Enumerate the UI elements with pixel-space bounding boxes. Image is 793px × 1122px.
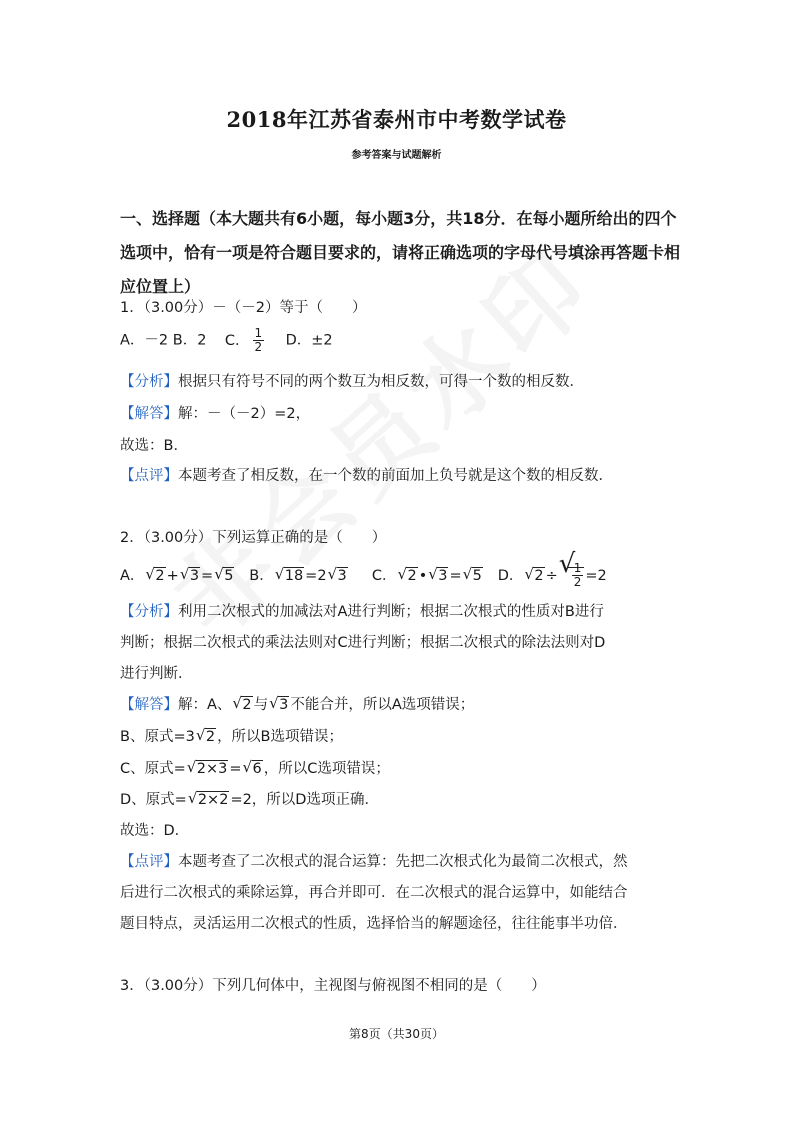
q2-comment-2: 后进行二次根式的乘除运算，再合并即可．在二次根式的混合运算中，如能结合	[120, 885, 628, 901]
q2-solution-d: D、原式= √ 2×2 =2，所以D选项正确．	[120, 789, 379, 808]
q1-option-b: B．2	[172, 332, 207, 349]
q2-comment-3: 题目特点，灵活运用二次根式的性质，选择恰当的解题途径，往往能事半功倍．	[120, 916, 628, 932]
q2-option-a: A． √ 2 + √ 3 = √ 5	[120, 564, 234, 584]
q2-stem: 2．（3.00分）下列运算正确的是（ ）	[120, 530, 387, 546]
q2-comment-1: 【点评】本题考查了二次根式的混合运算：先把二次根式化为最简二次根式，然	[120, 854, 628, 870]
q1-analysis: 【分析】根据只有符号不同的两个数互为相反数，可得一个数的相反数．	[120, 374, 584, 390]
q1-stem: 1．（3.00分）－（－2）等于（ ）	[120, 300, 367, 316]
solution-tag: 【解答】	[120, 406, 178, 422]
q2-options	[120, 549, 607, 589]
q1-option-a: A．－2	[120, 332, 169, 349]
q2-analysis-2: 判断；根据二次根式的乘法法则对C进行判断；根据二次根式的除法法则对D	[120, 635, 606, 651]
q1-solution: 【解答】解：－（－2）=2，	[120, 406, 311, 422]
q3-stem: 3．（3.00分）下列几何体中，主视图与俯视图不相同的是（ ）	[120, 978, 546, 994]
q2-solution-b: B、原式=3 √ 2 ，所以B选项错误；	[120, 726, 344, 745]
page-title: 2018年江苏省泰州市中考数学试卷	[226, 107, 567, 132]
q2-solution-a: 【解答】解：A、 √ 2 与 √ 3 不能合并，所以A选项错误；	[120, 694, 475, 713]
section-header: 一、选择题（本大题共有6小题，每小题3分，共18分．在每小题所给出的四个选项中，恰有一项是符合题目要求的，请将正确选项的字母代号填涂再答题卡相应位置上）	[120, 209, 681, 296]
page-footer: 第8页（共30页）	[349, 1027, 444, 1041]
q2-choice: 故选：D．	[120, 823, 190, 839]
q1-options	[120, 327, 333, 354]
q2-solution-c: C、原式= √ 2×3 = √ 6 ，所以C选项错误；	[120, 758, 390, 777]
q2-option-d: D． √ 2 ÷ √ $\frac{1}{2}$ =2	[497, 549, 607, 589]
q1-choice: 故选：B．	[120, 438, 188, 454]
analysis-tag: 【分析】	[120, 374, 178, 390]
q2-analysis-1: 【分析】利用二次根式的加减法对A进行判断；根据二次根式的性质对B进行	[120, 604, 604, 620]
q1-option-c-fraction: $\frac{1}{2}$	[254, 326, 263, 354]
q2-analysis-3: 进行判断．	[120, 666, 193, 682]
page-subtitle: 参考答案与试题解析	[351, 150, 442, 161]
q2-option-c: C． √ 2 • √ 3 = √ 5	[371, 564, 482, 584]
q1-comment: 【点评】本题考查了相反数，在一个数的前面加上负号就是这个数的相反数．	[120, 468, 613, 484]
q1-option-d: D．±2	[285, 332, 333, 349]
q2-option-b: B． √ 18 =2 √ 3	[249, 564, 347, 584]
comment-tag: 【点评】	[120, 468, 178, 484]
q1-option-c: C． $\frac{1}{2}$	[224, 326, 263, 354]
